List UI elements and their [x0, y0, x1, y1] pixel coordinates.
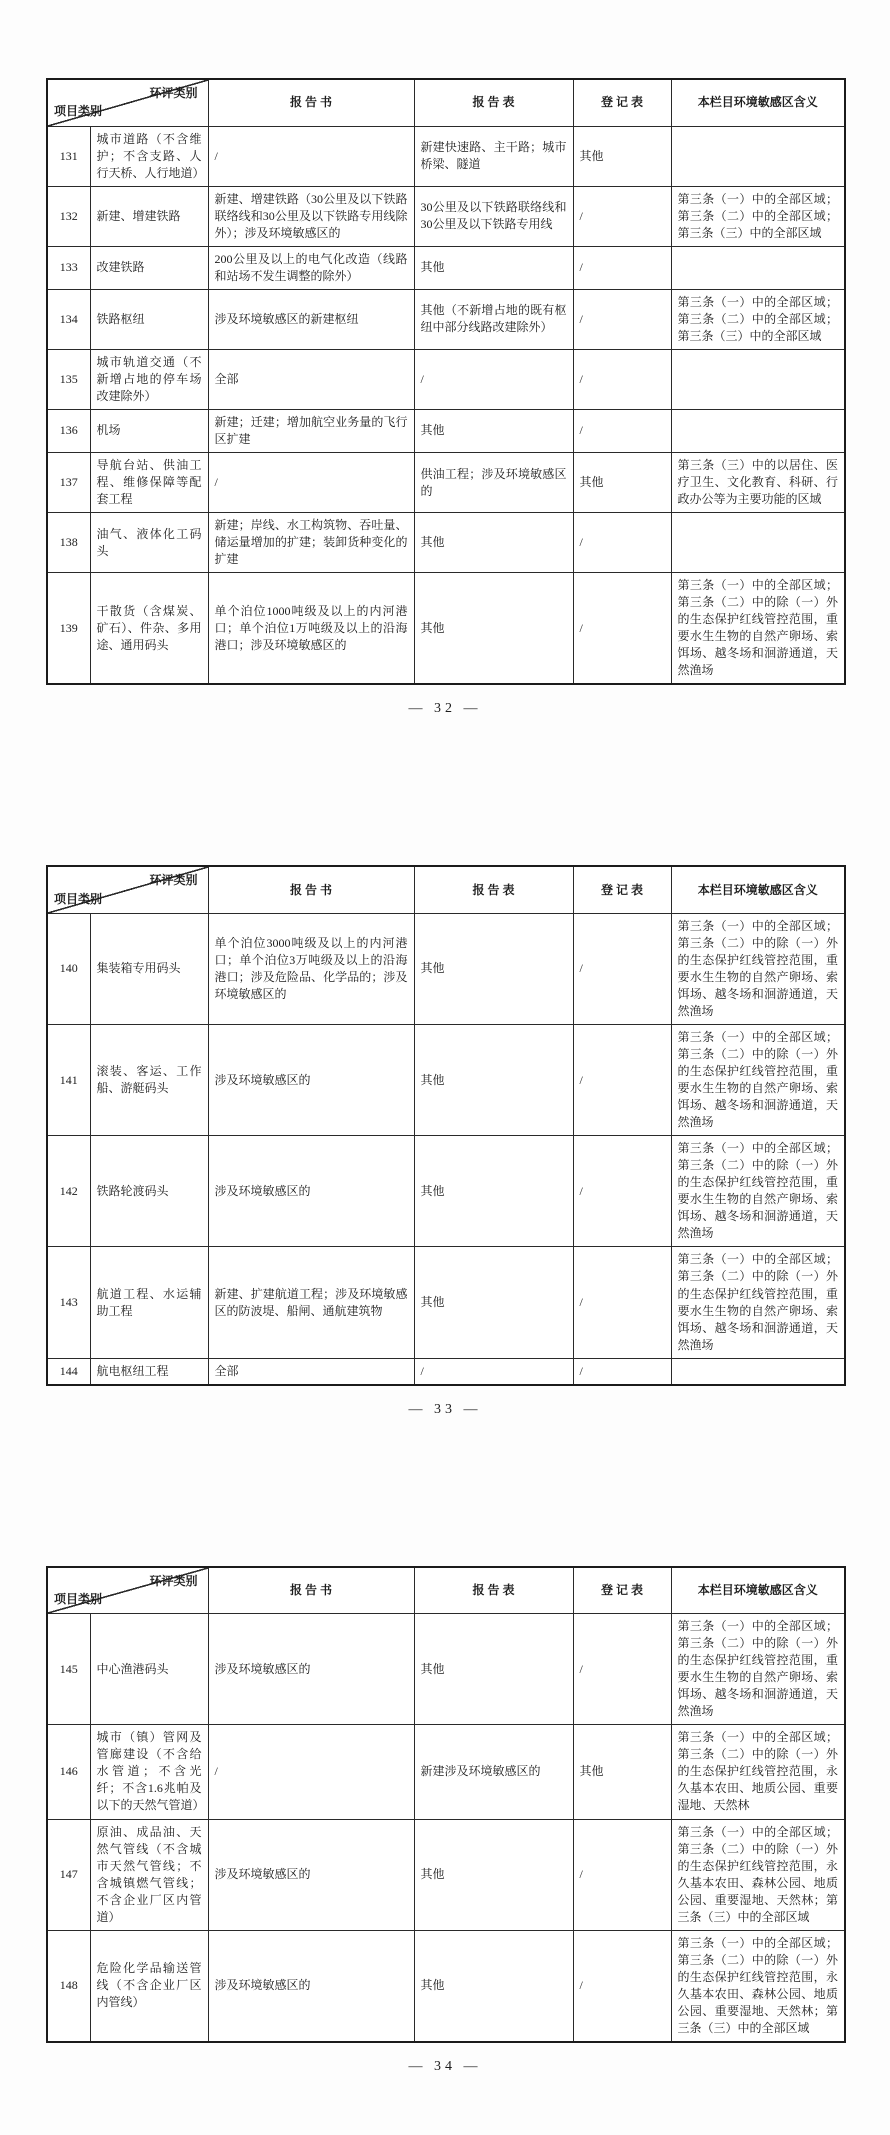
project-category-cell: 油气、液体化工码头 [90, 513, 208, 573]
header-eia-category-label: 环评类别 [149, 86, 198, 100]
registration-form-cell: / [573, 349, 671, 409]
table-header-row [47, 866, 845, 913]
table-row [47, 1025, 845, 1136]
row-number-cell: 145 [47, 1614, 90, 1725]
project-category-cell: 城市轨道交通（不新增占地的停车场改建除外） [90, 349, 208, 409]
sensitive-area-meaning-cell: 第三条（一）中的全部区域；第三条（二）中的除（一）外的生态保护红线管控范围，重要水生生物的自然产卵场、索饵场、越冬场和洄游通道，天然渔场 [671, 1614, 845, 1725]
table-row [47, 513, 845, 573]
row-number-cell: 142 [47, 1136, 90, 1247]
sensitive-area-meaning-cell [671, 349, 845, 409]
table-row [47, 349, 845, 409]
row-number-cell: 148 [47, 1930, 90, 2042]
page-number: — 34 — [408, 2058, 482, 2074]
registration-form-cell: / [573, 1614, 671, 1725]
report-book-cell: 涉及环境敏感区的 [208, 1819, 414, 1930]
row-number-cell: 147 [47, 1819, 90, 1930]
eia-classification-table-page-33 [46, 865, 846, 1385]
report-book-cell: / [208, 1725, 414, 1819]
registration-form-cell: / [573, 1819, 671, 1930]
table-row [47, 126, 845, 186]
project-category-cell: 铁路枢纽 [90, 289, 208, 349]
row-number-cell: 144 [47, 1358, 90, 1385]
report-book-cell: 涉及环境敏感区的 [208, 1930, 414, 2042]
registration-form-cell: / [573, 573, 671, 685]
report-form-cell: 其他 [414, 1247, 573, 1358]
registration-form-cell: / [573, 186, 671, 246]
row-number-cell: 143 [47, 1247, 90, 1358]
report-book-cell: / [208, 126, 414, 186]
report-book-cell: 新建、增建铁路（30公里及以下铁路联络线和30公里及以下铁路专用线除外）；涉及环境敏感区的 [208, 186, 414, 246]
header-sensitive-area-meaning: 本栏目环境敏感区含义 [671, 866, 845, 913]
sensitive-area-meaning-cell: 第三条（一）中的全部区域；第三条（二）中的除（一）外的生态保护红线管控范围，永久基本农田、森林公园、地质公园、重要湿地、天然林；第三条（三）中的全部区域 [671, 1930, 845, 2042]
sensitive-area-meaning-cell [671, 513, 845, 573]
header-report-book: 报 告 书 [208, 1567, 414, 1614]
report-form-cell: 其他 [414, 409, 573, 452]
header-report-book: 报 告 书 [208, 79, 414, 126]
report-book-cell: 全部 [208, 1358, 414, 1385]
diagonal-header-cell [47, 866, 208, 913]
report-form-cell: 其他 [414, 1819, 573, 1930]
report-book-cell: 新建；迁建；增加航空业务量的飞行区扩建 [208, 409, 414, 452]
registration-form-cell: / [573, 513, 671, 573]
table-row [47, 289, 845, 349]
header-report-form: 报 告 表 [414, 79, 573, 126]
diagonal-header-cell [47, 1567, 208, 1614]
bottom-margin [0, 2075, 890, 2135]
row-number-cell: 135 [47, 349, 90, 409]
row-number-cell: 133 [47, 246, 90, 289]
sensitive-area-meaning-cell: 第三条（一）中的全部区域；第三条（二）中的除（一）外的生态保护红线管控范围，重要水生生物的自然产卵场、索饵场、越冬场和洄游通道，天然渔场 [671, 1025, 845, 1136]
report-book-cell: 涉及环境敏感区的新建枢纽 [208, 289, 414, 349]
table-row [47, 1614, 845, 1725]
registration-form-cell: / [573, 913, 671, 1024]
table-row [47, 186, 845, 246]
row-number-cell: 141 [47, 1025, 90, 1136]
table-row [47, 573, 845, 685]
eia-classification-table-page-34 [46, 1566, 846, 2043]
project-category-cell: 城市道路（不含维护；不含支路、人行天桥、人行地道） [90, 126, 208, 186]
table-row [47, 1725, 845, 1819]
header-report-book: 报 告 书 [208, 866, 414, 913]
header-sensitive-area-meaning: 本栏目环境敏感区含义 [671, 1567, 845, 1614]
report-book-cell: 单个泊位1000吨级及以上的内河港口；单个泊位1万吨级及以上的沿海港口；涉及环境敏感区的 [208, 573, 414, 685]
document-page-34 [46, 1566, 844, 2075]
header-project-category-label: 项目类别 [54, 1592, 103, 1607]
report-book-cell: 200公里及以上的电气化改造（线路和站场不发生调整的除外） [208, 246, 414, 289]
header-registration-form: 登 记 表 [573, 1567, 671, 1614]
table-row [47, 1247, 845, 1358]
header-project-category-label: 项目类别 [54, 891, 103, 906]
header-registration-form: 登 记 表 [573, 866, 671, 913]
report-book-cell: 单个泊位3000吨级及以上的内河港口；单个泊位3万吨级及以上的沿海港口；涉及危险品、化学品的；涉及环境敏感区的 [208, 913, 414, 1024]
header-report-form: 报 告 表 [414, 866, 573, 913]
report-form-cell: 供油工程；涉及环境敏感区的 [414, 453, 573, 513]
diagonal-header-cell [47, 79, 208, 126]
report-form-cell: 新建快速路、主干路；城市桥梁、隧道 [414, 126, 573, 186]
report-book-cell: 涉及环境敏感区的 [208, 1136, 414, 1247]
project-category-cell: 导航台站、供油工程、维修保障等配套工程 [90, 453, 208, 513]
project-category-cell: 干散货（含煤炭、矿石）、件杂、多用途、通用码头 [90, 573, 208, 685]
registration-form-cell: / [573, 409, 671, 452]
report-form-cell: / [414, 349, 573, 409]
report-book-cell: 全部 [208, 349, 414, 409]
registration-form-cell: / [573, 289, 671, 349]
sensitive-area-meaning-cell: 第三条（一）中的全部区域；第三条（二）中的除（一）外的生态保护红线管控范围，重要水生生物的自然产卵场、索饵场、越冬场和洄游通道，天然渔场 [671, 1136, 845, 1247]
report-book-cell: 涉及环境敏感区的 [208, 1025, 414, 1136]
sensitive-area-meaning-cell [671, 409, 845, 452]
table-row [47, 1136, 845, 1247]
header-sensitive-area-meaning: 本栏目环境敏感区含义 [671, 79, 845, 126]
project-category-cell: 中心渔港码头 [90, 1614, 208, 1725]
project-category-cell: 原油、成品油、天然气管线（不含城市天然气管线；不含城镇燃气管线；不含企业厂区内管道） [90, 1819, 208, 1930]
report-form-cell: 其他（不新增占地的既有枢纽中部分线路改建除外） [414, 289, 573, 349]
project-category-cell: 集装箱专用码头 [90, 913, 208, 1024]
report-form-cell: 新建涉及环境敏感区的 [414, 1725, 573, 1819]
report-form-cell: / [414, 1358, 573, 1385]
document-page-32 [46, 78, 844, 717]
sensitive-area-meaning-cell [671, 126, 845, 186]
sensitive-area-meaning-cell: 第三条（一）中的全部区域；第三条（二）中的除（一）外的生态保护红线管控范围，永久基本农田、森林公园、地质公园、重要湿地、天然林；第三条（三）中的全部区域 [671, 1819, 845, 1930]
report-form-cell: 其他 [414, 513, 573, 573]
report-form-cell: 其他 [414, 573, 573, 685]
sensitive-area-meaning-cell [671, 1358, 845, 1385]
table-header-row [47, 1567, 845, 1614]
project-category-cell: 机场 [90, 409, 208, 452]
sensitive-area-meaning-cell: 第三条（三）中的以居住、医疗卫生、文化教育、科研、行政办公等为主要功能的区域 [671, 453, 845, 513]
project-category-cell: 新建、增建铁路 [90, 186, 208, 246]
registration-form-cell: / [573, 1136, 671, 1247]
report-form-cell: 其他 [414, 246, 573, 289]
report-form-cell: 其他 [414, 913, 573, 1024]
row-number-cell: 136 [47, 409, 90, 452]
table-row [47, 453, 845, 513]
project-category-cell: 改建铁路 [90, 246, 208, 289]
row-number-cell: 137 [47, 453, 90, 513]
registration-form-cell: / [573, 1247, 671, 1358]
report-form-cell: 其他 [414, 1930, 573, 2042]
page-number: — 32 — [408, 701, 482, 717]
project-category-cell: 航道工程、水运辅助工程 [90, 1247, 208, 1358]
header-registration-form: 登 记 表 [573, 79, 671, 126]
report-book-cell: / [208, 453, 414, 513]
header-report-form: 报 告 表 [414, 1567, 573, 1614]
registration-form-cell: / [573, 246, 671, 289]
document-page-33 [46, 865, 844, 1417]
sensitive-area-meaning-cell: 第三条（一）中的全部区域；第三条（二）中的除（一）外的生态保护红线管控范围，重要水生生物的自然产卵场、索饵场、越冬场和洄游通道，天然渔场 [671, 913, 845, 1024]
table-row [47, 409, 845, 452]
sensitive-area-meaning-cell: 第三条（一）中的全部区域；第三条（二）中的除（一）外的生态保护红线管控范围，永久基本农田、地质公园、重要湿地、天然林 [671, 1725, 845, 1819]
sensitive-area-meaning-cell: 第三条（一）中的全部区域；第三条（二）中的全部区域；第三条（三）中的全部区域 [671, 289, 845, 349]
registration-form-cell: 其他 [573, 453, 671, 513]
project-category-cell: 铁路轮渡码头 [90, 1136, 208, 1247]
row-number-cell: 131 [47, 126, 90, 186]
sensitive-area-meaning-cell [671, 246, 845, 289]
registration-form-cell: / [573, 1025, 671, 1136]
sensitive-area-meaning-cell: 第三条（一）中的全部区域；第三条（二）中的除（一）外的生态保护红线管控范围，重要水生生物的自然产卵场、索饵场、越冬场和洄游通道，天然渔场 [671, 1247, 845, 1358]
project-category-cell: 航电枢纽工程 [90, 1358, 208, 1385]
registration-form-cell: 其他 [573, 126, 671, 186]
report-form-cell: 其他 [414, 1136, 573, 1247]
row-number-cell: 132 [47, 186, 90, 246]
registration-form-cell: 其他 [573, 1725, 671, 1819]
table-row [47, 1819, 845, 1930]
report-book-cell: 新建、扩建航道工程；涉及环境敏感区的防波堤、船闸、通航建筑物 [208, 1247, 414, 1358]
header-eia-category-label: 环评类别 [149, 873, 198, 888]
page-number: — 33 — [408, 1401, 482, 1417]
report-form-cell: 30公里及以下铁路联络线和30公里及以下铁路专用线 [414, 186, 573, 246]
report-book-cell: 新建；岸线、水工构筑物、吞吐量、储运量增加的扩建；装卸货种变化的扩建 [208, 513, 414, 573]
table-row [47, 1358, 845, 1385]
page-gap [0, 1418, 890, 1566]
project-category-cell: 危险化学品输送管线（不含企业厂区内管线） [90, 1930, 208, 2042]
report-book-cell: 涉及环境敏感区的 [208, 1614, 414, 1725]
eia-classification-table-page-32 [46, 78, 846, 685]
report-form-cell: 其他 [414, 1614, 573, 1725]
table-row [47, 246, 845, 289]
table-header-row [47, 79, 845, 126]
project-category-cell: 滚装、客运、工作船、游艇码头 [90, 1025, 208, 1136]
sensitive-area-meaning-cell: 第三条（一）中的全部区域；第三条（二）中的全部区域；第三条（三）中的全部区域 [671, 186, 845, 246]
registration-form-cell: / [573, 1930, 671, 2042]
row-number-cell: 146 [47, 1725, 90, 1819]
row-number-cell: 140 [47, 913, 90, 1024]
header-project-category-label: 项目类别 [54, 104, 103, 119]
page-gap [0, 717, 890, 865]
project-category-cell: 城市（镇）管网及管廊建设（不含给水管道；不含光纤；不含1.6兆帕及以下的天然气管道） [90, 1725, 208, 1819]
row-number-cell: 138 [47, 513, 90, 573]
sensitive-area-meaning-cell: 第三条（一）中的全部区域；第三条（二）中的除（一）外的生态保护红线管控范围，重要水生生物的自然产卵场、索饵场、越冬场和洄游通道，天然渔场 [671, 573, 845, 685]
registration-form-cell: / [573, 1358, 671, 1385]
table-row [47, 913, 845, 1024]
row-number-cell: 139 [47, 573, 90, 685]
table-row [47, 1930, 845, 2042]
report-form-cell: 其他 [414, 1025, 573, 1136]
header-eia-category-label: 环评类别 [149, 1573, 198, 1588]
row-number-cell: 134 [47, 289, 90, 349]
